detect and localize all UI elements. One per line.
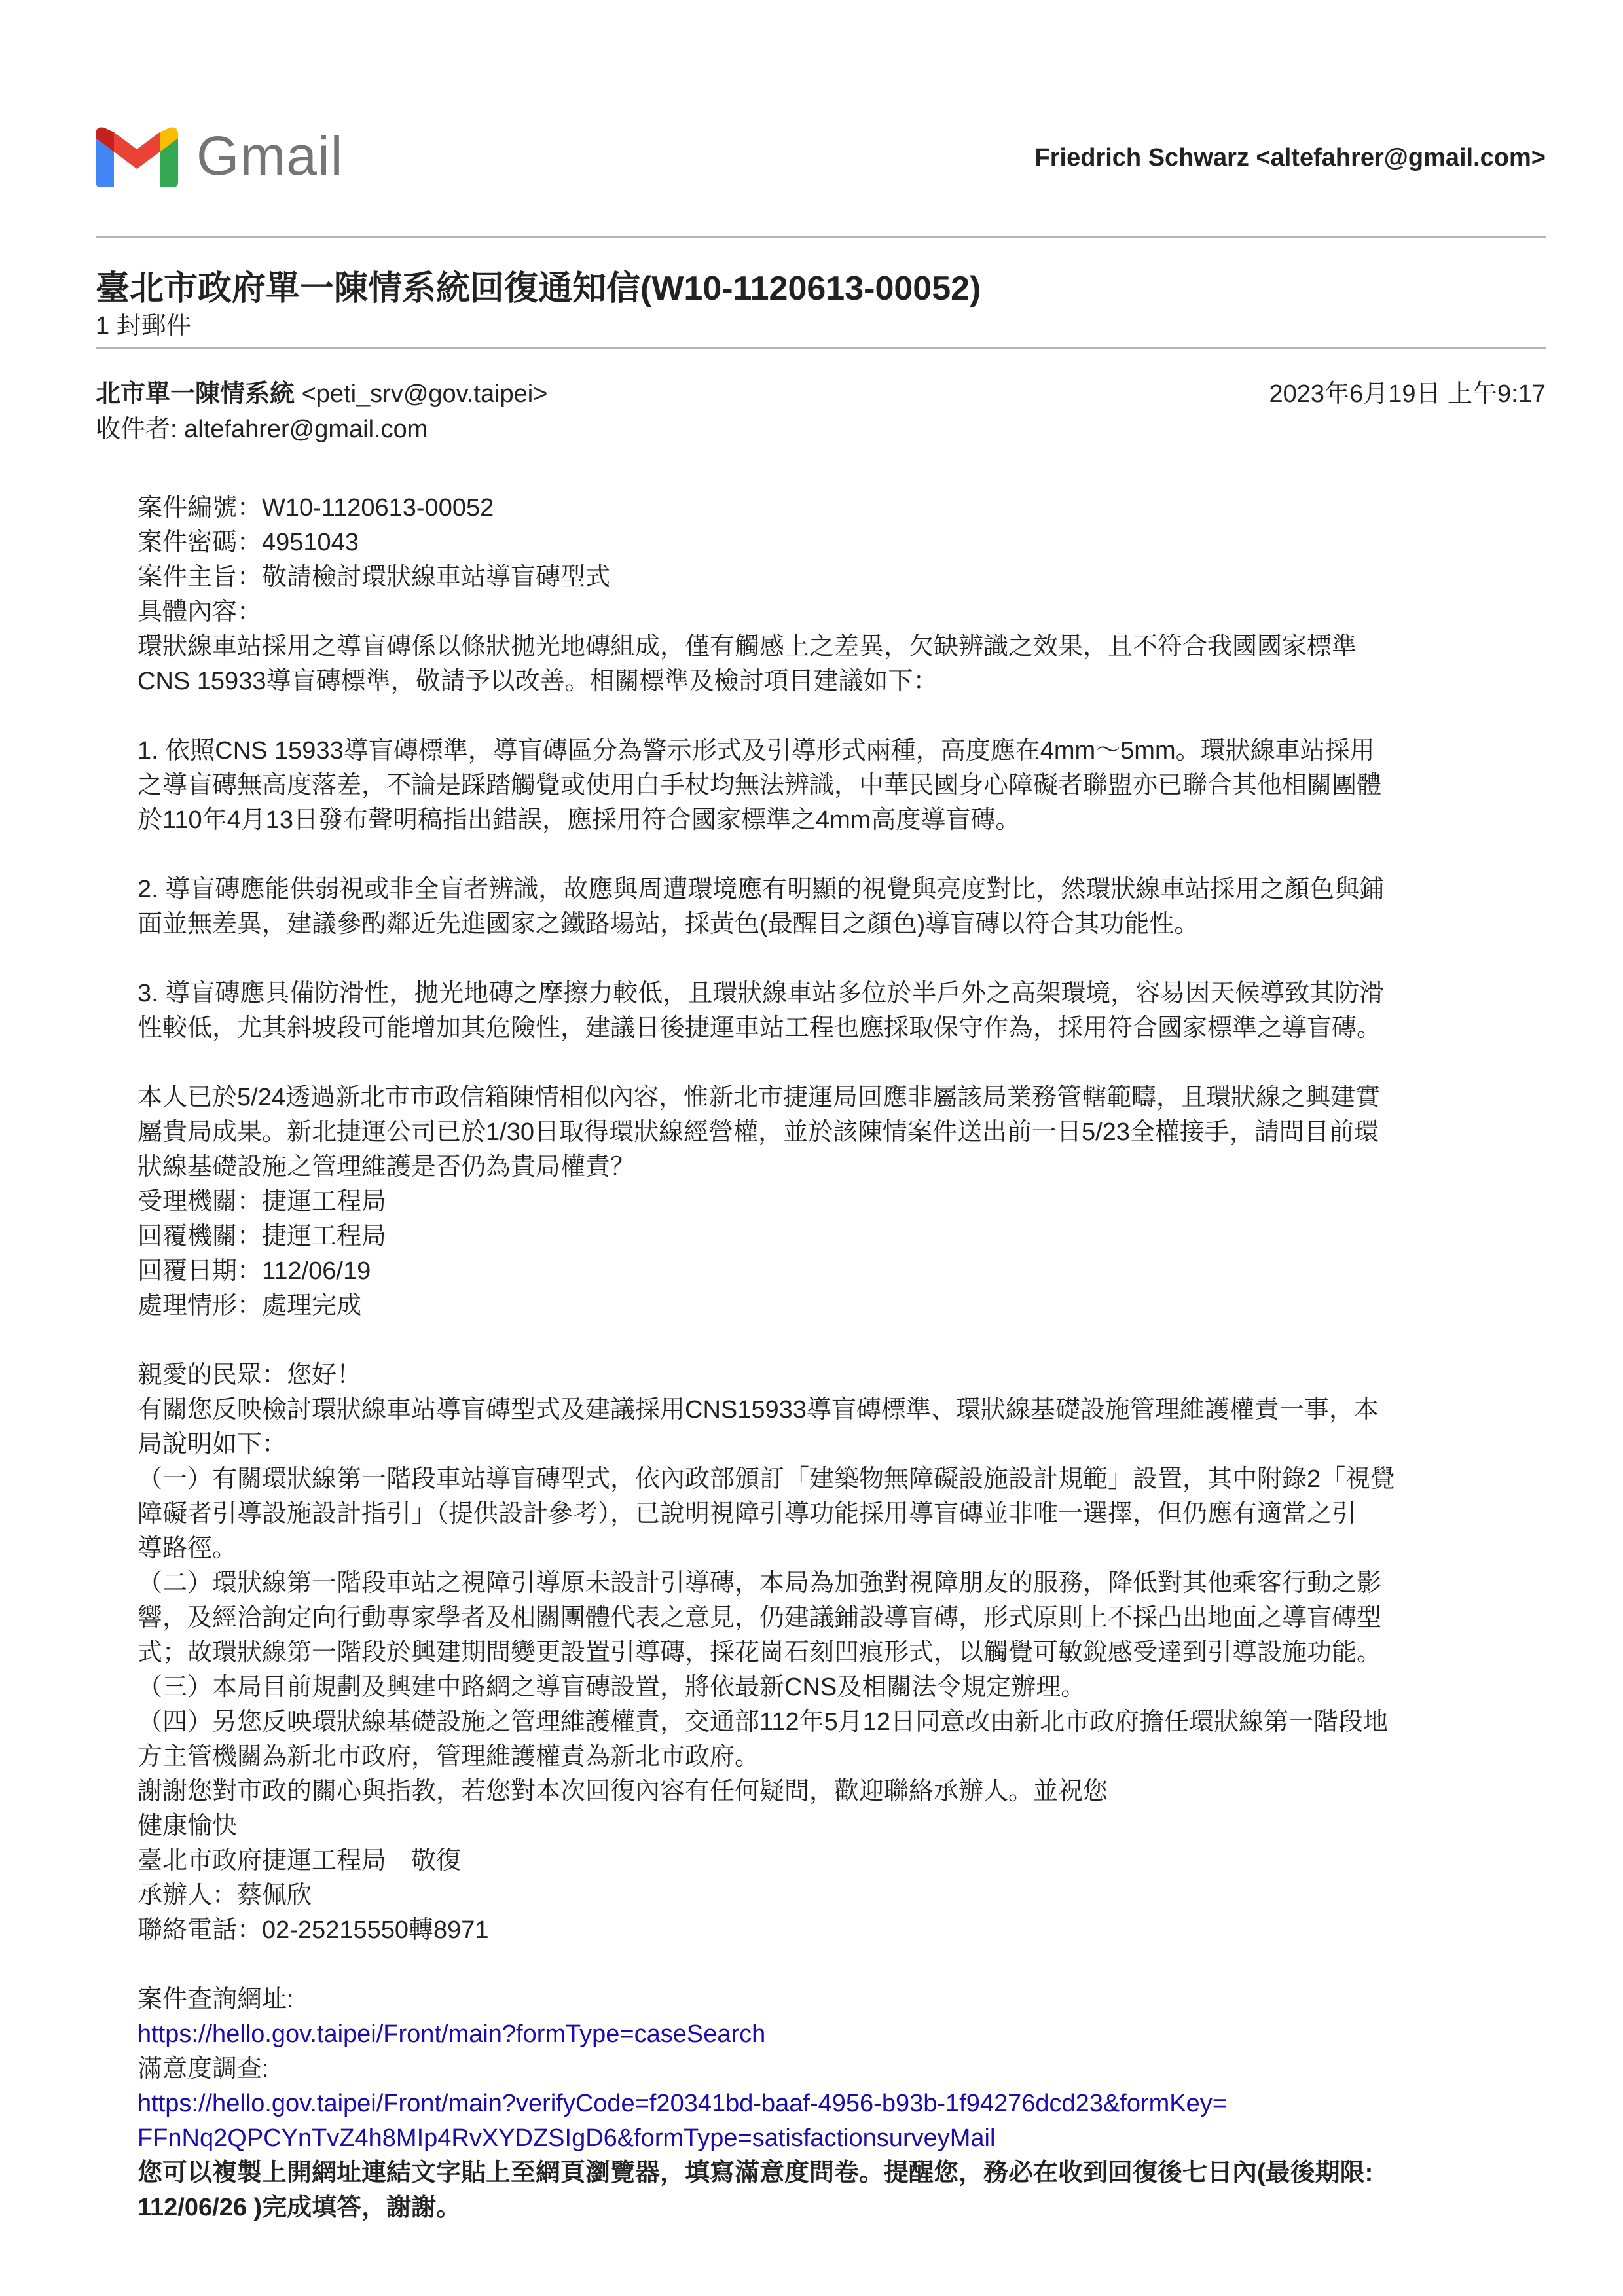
survey-link-continued[interactable]: FFnNq2QPCYnTvZ4h8MIp4RvXYDZSIgD6&formType=satisfactionsurveyMail [137,2125,996,2152]
body-line: （四）另您反映環狀線基礎設施之管理維護權責，交通部112年5月12日同意改由新北市政府擔任環狀線第一階段地 [137,1708,1388,1736]
body-line: （二）環狀線第一階段車站之視障引導原未設計引導磚，本局為加強對視障朋友的服務，降低對其他乘客行動之影 [137,1570,1382,1597]
body-line: 1. 依照CNS 15933導盲磚標準，導盲磚區分為警示形式及引導形式兩種，高度應在4mm～5mm。環狀線車站採用 [137,737,1375,764]
message-count: 1 封郵件 [96,312,191,340]
body-line: 屬貴局成果。新北捷運公司已於1/30日取得環狀線經營權，並於該陳情案件送出前一日5/23全權接手，請問目前環 [137,1119,1379,1146]
processing-status: 處理情形：處理完成 [137,1292,362,1319]
handler: 承辦人：蔡佩欣 [137,1882,312,1909]
content-label: 具體內容： [137,598,263,626]
recipient: 收件者: altefahrer@gmail.com [96,416,428,443]
subject-divider [96,347,1546,349]
body-line: （一）有關環狀線第一階段車站導盲磚型式，依內政部頒訂「建築物無障礙設施設計規範」設置，其中附錄2「視覺 [137,1465,1396,1493]
body-line: 於110年4月13日發布聲明稿指出錯誤，應採用符合國家標準之4mm高度導盲磚。 [137,806,1021,834]
message-body [137,491,1519,2225]
body-line: 式；故環狀線第一階段於興建期間變更設置引導磚，採花崗石刻凹痕形式，以觸覺可敏銳感受達到引導設施功能。 [137,1639,1382,1666]
reminder-continued: 112/06/26 )完成填答，謝謝。 [137,2194,462,2221]
body-line: 健康愉快 [137,1812,238,1840]
thread-subject: 臺北市政府單一陳情系統回復通知信(W10-1120613-00052) [96,270,981,308]
sender [96,373,547,409]
body-line: 方主管機關為新北市政府，管理維護權責為新北市政府。 [137,1743,760,1770]
contact-phone: 聯絡電話：02-25215550轉8971 [137,1916,489,1944]
account-name: Friedrich Schwarz <altefahrer@gmail.com> [1034,144,1546,171]
body-line: 3. 導盲磚應具備防滑性，拋光地磚之摩擦力較低，且環狀線車站多位於半戶外之高架環境，容易因天候導致其防滑 [137,980,1385,1007]
header-divider [96,236,1546,238]
case-number: 案件編號：W10-1120613-00052 [137,494,494,522]
sender-email: <peti_srv@gov.taipei> [301,380,548,408]
body-line: 性較低，尤其斜坡段可能增加其危險性，建議日後捷運車站工程也應採取保守作為，採用符合國家標準之導盲磚。 [137,1014,1382,1042]
reply-agency: 回覆機關：捷運工程局 [137,1223,387,1250]
body-line: 響，及經洽詢定向行動專家學者及相關團體代表之意見，仍建議鋪設導盲磚，形式原則上不採凸出地面之導盲磚型 [137,1604,1382,1632]
case-subject: 案件主旨：敬請檢討環狀線車站導盲磚型式 [137,564,611,591]
survey-link[interactable]: https://hello.gov.taipei/Front/main?verifyCode=f20341bd-baaf-4956-b93b-1f94276dcd23&formKey= [137,2090,1227,2117]
case-password: 案件密碼：4951043 [137,529,359,556]
reply-date: 回覆日期：112/06/19 [137,1257,371,1285]
greeting: 親愛的民眾：您好！ [137,1361,362,1389]
gmail-logo[interactable] [96,124,343,187]
body-line: 面並無差異，建議參酌鄰近先進國家之鐵路場站，採黃色(最醒目之顏色)導盲磚以符合其功能性。 [137,910,1199,938]
reminder: 您可以複製上開網址連結文字貼上至網頁瀏覽器，填寫滿意度問卷。提醒您，務必在收到回復後七日內(最後期限: [137,2159,1374,2187]
body-line: 本人已於5/24透過新北市市政信箱陳情相似內容，惟新北市捷運局回應非屬該局業務管轄範疇，且環狀線之興建實 [137,1084,1380,1111]
signature: 臺北市政府捷運工程局 敬復 [137,1847,462,1874]
body-line: 狀線基礎設施之管理維護是否仍為貴局權責？ [137,1153,636,1181]
accepting-agency: 受理機關：捷運工程局 [137,1188,387,1215]
sender-name: 北市單一陳情系統 [96,380,295,408]
message-date: 2023年6月19日 上午9:17 [1269,380,1546,408]
body-line: 導路徑。 [137,1535,238,1562]
case-search-link[interactable]: https://hello.gov.taipei/Front/main?formType=caseSearch [137,2020,766,2048]
body-line: 環狀線車站採用之導盲磚係以條狀拋光地磚組成，僅有觸感上之差異，欠缺辨識之效果，且不符合我國國家標準 [137,633,1357,660]
query-label: 案件查詢網址: [137,1986,294,2013]
body-line: CNS 15933導盲磚標準，敬請予以改善。相關標準及檢討項目建議如下： [137,668,938,695]
body-line: （三）本局目前規劃及興建中路網之導盲磚設置，將依最新CNS及相關法令規定辦理。 [137,1674,1086,1701]
body-line: 局說明如下： [137,1431,287,1458]
gmail-m-icon [96,124,178,187]
body-line: 之導盲磚無高度落差，不論是踩踏觸覺或使用白手杖均無法辨識，中華民國身心障礙者聯盟亦已聯合其他相關團體 [137,772,1382,799]
survey-label: 滿意度調查: [137,2055,269,2083]
body-line: 障礙者引導設施設計指引」（提供設計參考），已說明視障引導功能採用導盲磚並非唯一選擇，但仍應有適當之引 [137,1500,1357,1528]
body-line: 謝謝您對市政的關心與指教，若您對本次回復內容有任何疑問，歡迎聯絡承辦人。並祝您 [137,1778,1108,1805]
gmail-wordmark: Gmail [196,125,344,187]
body-line: 2. 導盲磚應能供弱視或非全盲者辨識，故應與周遭環境應有明顯的視覺與亮度對比，然環狀線車站採用之顏色與鋪 [137,876,1385,903]
body-line: 有關您反映檢討環狀線車站導盲磚型式及建議採用CNS15933導盲磚標準、環狀線基礎設施管理維護權責一事，本 [137,1396,1379,1424]
